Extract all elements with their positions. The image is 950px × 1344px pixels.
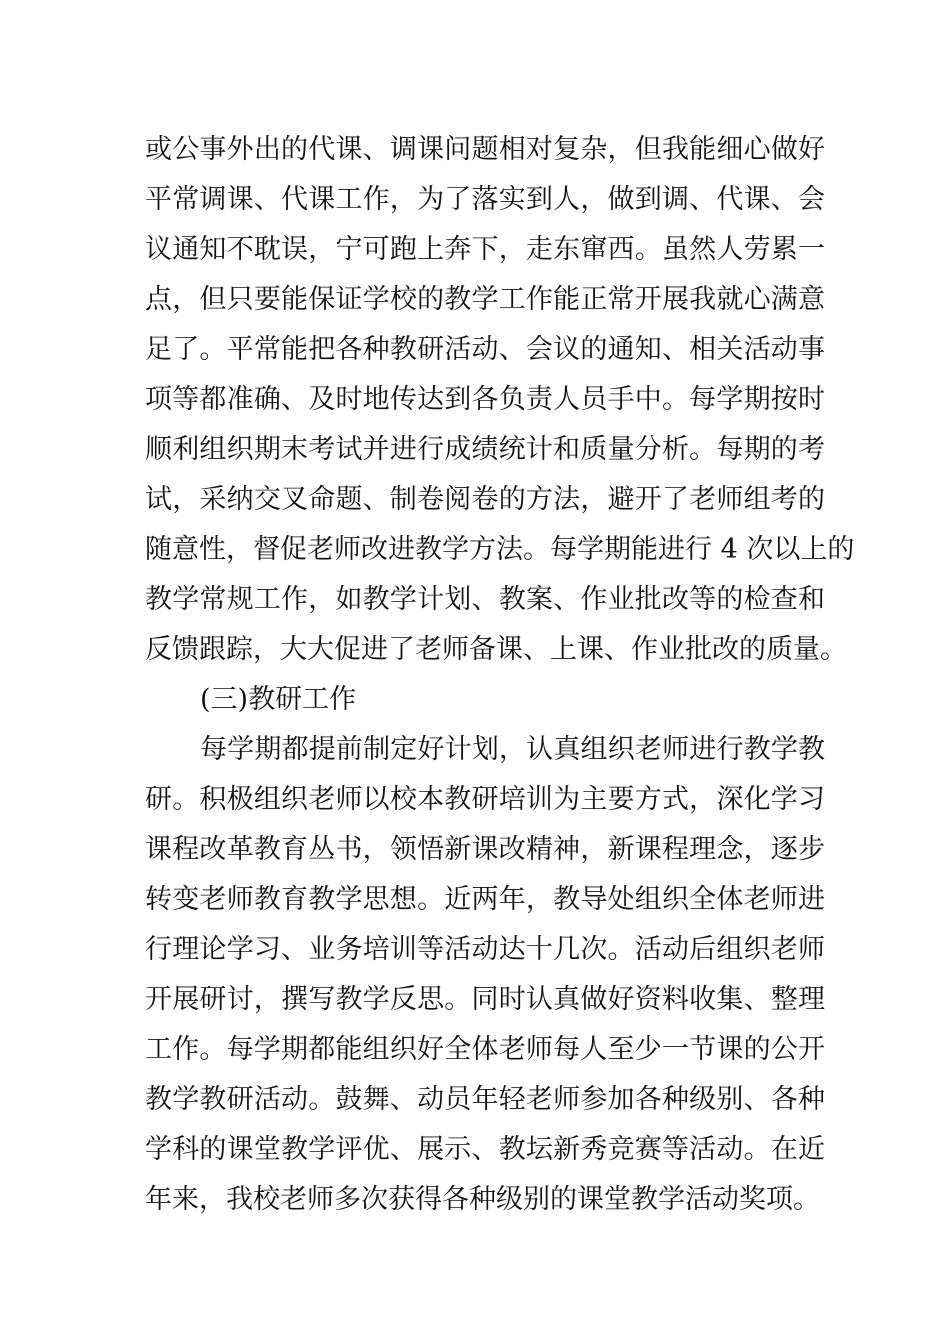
paragraph-line: 平常调课、代课工作，为了落实到人，做到调、代课、会 [145, 184, 825, 215]
paragraph-line: 工作。每学期都能组织好全体老师每人至少一节课的公开 [145, 1034, 825, 1065]
paragraph-line: 顺利组织期末考试并进行成绩统计和质量分析。每期的考 [145, 434, 825, 465]
paragraph-line: 或公事外出的代课、调课问题相对复杂，但我能细心做好 [145, 134, 825, 165]
paragraph-line: 教学常规工作，如教学计划、教案、作业批改等的检查和 [145, 584, 825, 615]
paragraph-line: 研。积极组织老师以校本教研培训为主要方式，深化学习 [145, 784, 825, 815]
paragraph-line: 反馈跟踪，大大促进了老师备课、上课、作业批改的质量。 [145, 634, 847, 665]
paragraph-line: 课程改革教育丛书，领悟新课改精神，新课程理念，逐步 [145, 834, 825, 865]
paragraph-line: 年来，我校老师多次获得各种级别的课堂教学活动奖项。 [145, 1184, 820, 1215]
paragraph-line: 足了。平常能把各种教研活动、会议的通知、相关活动事 [145, 334, 825, 365]
paragraph-line: 随意性，督促老师改进教学方法。每学期能进行 4 次以上的 [145, 534, 855, 565]
paragraph-line: 议通知不耽误，宁可跑上奔下，走东窜西。虽然人劳累一 [145, 234, 825, 265]
paragraph-line: 项等都准确、及时地传达到各负责人员手中。每学期按时 [145, 384, 825, 415]
paragraph-line: 试，采纳交叉命题、制卷阅卷的方法，避开了老师组考的 [145, 484, 825, 515]
paragraph-line: 学科的课堂教学评优、展示、教坛新秀竞赛等活动。在近 [145, 1134, 825, 1165]
paragraph-line: 教学教研活动。鼓舞、动员年轻老师参加各种级别、各种 [145, 1084, 825, 1115]
paragraph-line: 开展研讨，撰写教学反思。同时认真做好资料收集、整理 [145, 984, 825, 1015]
paragraph-line: 行理论学习、业务培训等活动达十几次。活动后组织老师 [145, 934, 825, 965]
section-heading: (三)教研工作 [200, 684, 357, 715]
paragraph-line: 转变老师教育教学思想。近两年，教导处组织全体老师进 [145, 884, 825, 915]
paragraph-line: 每学期都提前制定好计划，认真组织老师进行教学教 [200, 734, 825, 765]
paragraph-line: 点，但只要能保证学校的教学工作能正常开展我就心满意 [145, 284, 825, 315]
